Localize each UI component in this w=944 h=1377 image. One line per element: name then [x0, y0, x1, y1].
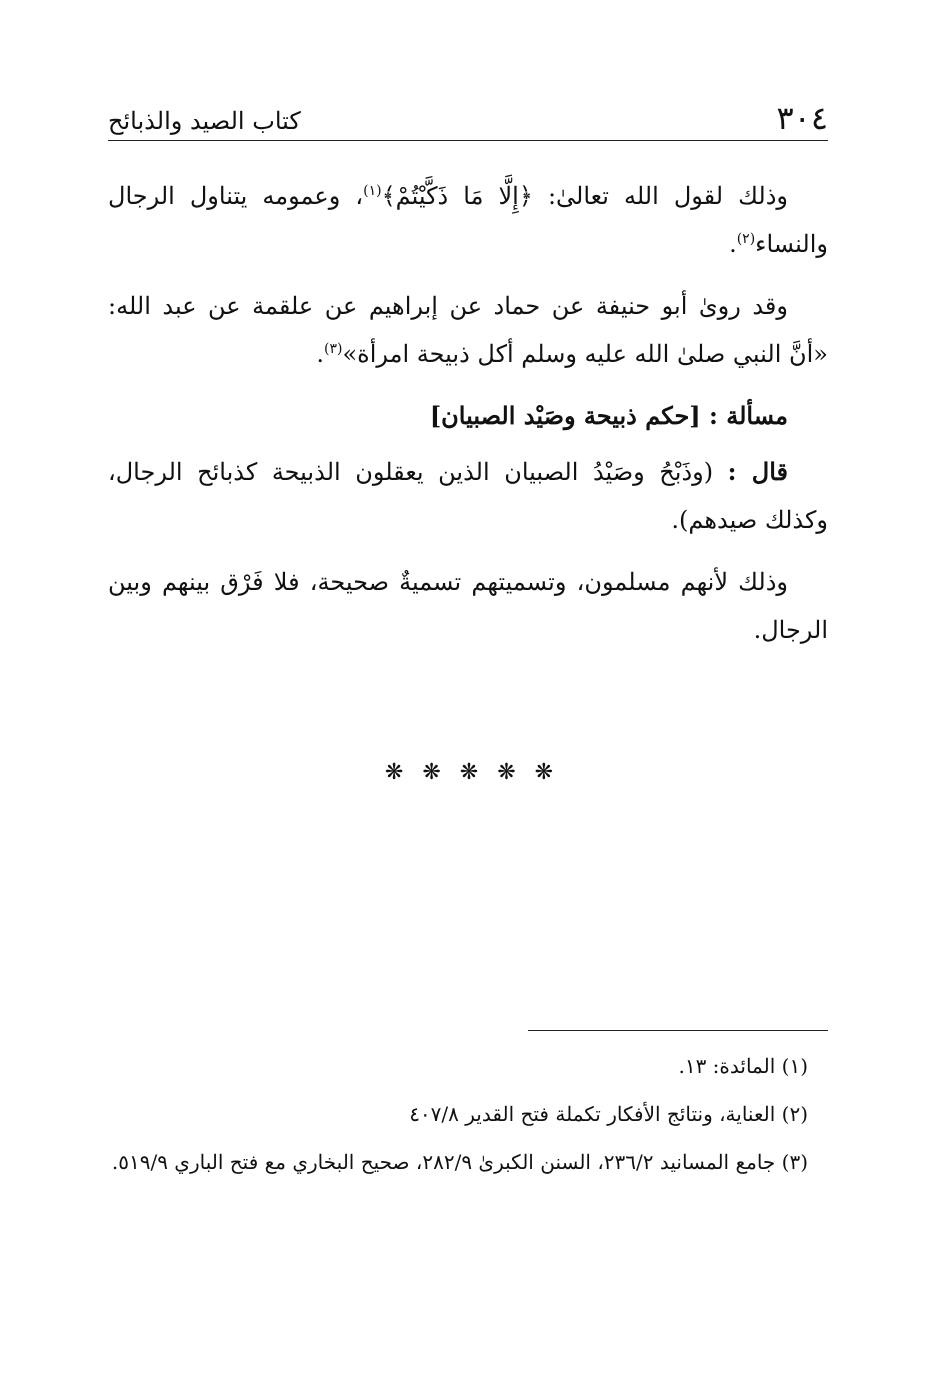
issue-heading	[108, 392, 828, 440]
paragraph-text: وقد رویٰ أبو حنيفة عن حماد عن إبراهيم عن علقمة عن عبد الله: «أنَّ النبي صلىٰ الله عليه وسلم أكل ذبيحة امرأة»	[108, 292, 828, 368]
paragraph	[108, 172, 828, 268]
paragraph-text: وذلك لأنهم مسلمون، وتسميتهم تسميةٌ صحيحة، فلا فَرْق بينهم وبين الرجال.	[108, 568, 828, 644]
issue-title: [حكم ذبيحة وصَيْد الصبيان]	[429, 401, 701, 430]
paragraph	[108, 282, 828, 378]
paragraph	[108, 558, 828, 654]
page-header	[108, 92, 828, 141]
paragraph-text: .	[729, 230, 737, 258]
main-text	[108, 172, 828, 668]
section-separator: ❋ ❋ ❋ ❋ ❋	[384, 760, 560, 785]
footnote-ref: (٣)	[324, 341, 343, 357]
paragraph	[108, 448, 828, 544]
running-title: كتاب الصيد والذبائح	[108, 107, 301, 135]
paragraph-text: وذلك لقول الله تعالىٰ: ﴿إِلَّا مَا ذَكَّيْتُمْ﴾	[381, 182, 788, 210]
footnote: (١) المائدة: ١٣.	[678, 1054, 808, 1078]
footnote: (٣) جامع المسانيد ٢٣٦/٢، السنن الكبرىٰ ٢٨٢/٩، صحيح البخاري مع فتح الباري ٥١٩/٩.	[111, 1150, 808, 1174]
footnote-ref: (١)	[363, 183, 382, 199]
paragraph-text: (وذَبْحُ وصَيْدُ الصبيان الذين يعقلون الذبيحة كذبائح الرجال، وكذلك صيدهم).	[108, 458, 828, 534]
paragraph-text: ، وعمومه يتناول الرجال والنساء	[108, 182, 828, 258]
issue-label: مسألة :	[709, 401, 788, 430]
footnote: (٢) العناية، ونتائج الأفكار تكملة فتح القدير ٤٠٧/٨	[409, 1102, 808, 1126]
footnote-ref: (٢)	[736, 231, 756, 247]
footnotes	[108, 1044, 828, 1188]
footnote-rule	[528, 1030, 828, 1031]
qal-label: قال :	[727, 457, 789, 486]
paragraph-text: .	[316, 340, 324, 368]
page-number: ٣٠٤	[776, 99, 828, 137]
